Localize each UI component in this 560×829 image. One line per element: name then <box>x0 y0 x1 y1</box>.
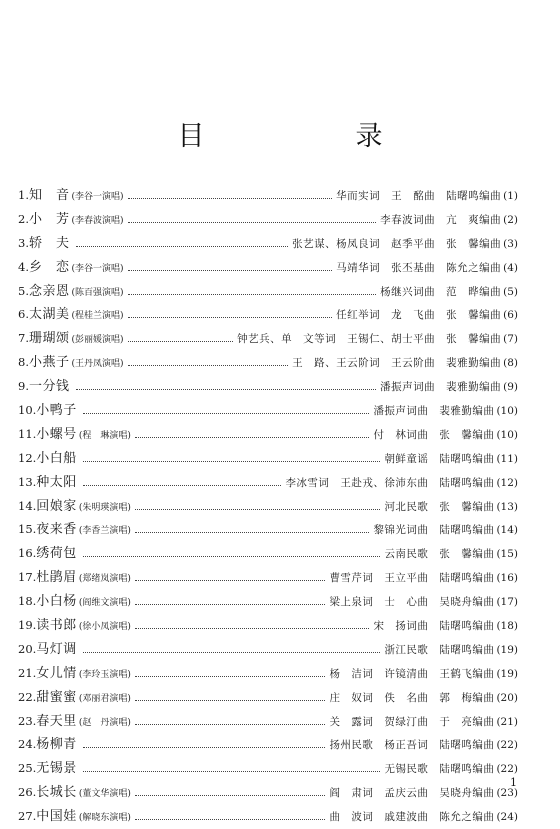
toc-entry[interactable] <box>18 303 518 327</box>
entry-number: 14. <box>18 498 37 513</box>
entry-singer: (李香兰演唱) <box>78 526 131 537</box>
entry-page: (20) <box>496 691 518 704</box>
dot-leader <box>135 532 370 533</box>
dot-leader <box>135 819 326 820</box>
entry-title: 回娘家 <box>36 498 77 514</box>
entry-title: 读书郎 <box>36 618 77 634</box>
entry-number: 5. <box>18 283 29 298</box>
entry-singer: (彭丽媛演唱) <box>71 335 124 346</box>
entry-number: 10. <box>18 403 37 418</box>
entry-credits: 王 路、王云阶词 王云阶曲 裴雅勤编曲 <box>292 357 502 370</box>
entry-singer: (李玲玉演唱) <box>78 669 131 680</box>
toc-entry[interactable] <box>18 710 518 734</box>
entry-title: 念亲恩 <box>28 283 70 299</box>
entry-page: (11) <box>496 452 518 465</box>
entry-page: (9) <box>503 381 518 394</box>
entry-credits: 梁上泉词 士 心曲 吴晓舟编曲 <box>329 596 495 609</box>
entry-credits: 朝鲜童谣 陆曙鸣编曲 <box>384 452 495 465</box>
entry-singer: (李谷一演唱) <box>71 192 124 202</box>
entry-number: 25. <box>18 761 37 776</box>
entry-title: 小白杨 <box>36 594 77 610</box>
entry-title: 小白船 <box>36 450 77 466</box>
dot-leader <box>135 795 326 796</box>
entry-number: 18. <box>18 594 37 609</box>
entry-credits: 浙江民歌 陆曙鸣编曲 <box>384 643 495 656</box>
entry-title: 中国娃 <box>36 809 77 825</box>
dot-leader <box>135 437 370 438</box>
entry-singer: (赵 丹演唱) <box>78 717 131 728</box>
dot-leader <box>135 700 326 701</box>
entry-credits: 杨 洁词 许镜清曲 王鹤飞编曲 <box>329 667 495 680</box>
toc-entry[interactable] <box>18 208 518 232</box>
entry-number: 9. <box>18 379 29 394</box>
toc-entry[interactable] <box>18 399 518 423</box>
entry-credits: 曹雪芹词 王立平曲 陆曙鸣编曲 <box>329 572 495 585</box>
entry-singer: (董文华演唱) <box>78 789 131 800</box>
entry-page: (14) <box>496 524 518 537</box>
dot-leader <box>128 270 333 271</box>
entry-credits: 云南民歌 张 馨编曲 <box>384 548 495 561</box>
entry-number: 13. <box>18 474 37 489</box>
entry-page: (19) <box>496 667 518 680</box>
entry-title: 马灯调 <box>36 641 77 657</box>
entry-title: 乡 恋 <box>28 259 70 275</box>
entry-number: 16. <box>18 546 37 561</box>
dot-leader <box>76 246 289 247</box>
entry-page: (1) <box>503 190 518 202</box>
entry-number: 1. <box>18 188 29 202</box>
entry-number: 3. <box>18 235 29 250</box>
entry-title: 珊瑚颂 <box>28 331 70 347</box>
entry-title: 知 音 <box>28 188 70 203</box>
entry-page: (6) <box>503 309 518 322</box>
entry-page: (13) <box>496 500 518 513</box>
entry-credits: 阎 肃词 孟庆云曲 吴晓舟编曲 <box>329 787 495 800</box>
entry-credits: 任红举词 龙 飞曲 张 馨编曲 <box>336 309 502 322</box>
entry-title: 杨柳青 <box>36 737 77 753</box>
entry-singer: (陈百强演唱) <box>71 287 124 298</box>
entry-page: (24) <box>496 811 518 824</box>
entry-number: 21. <box>18 665 37 680</box>
toc-entry[interactable] <box>18 566 518 590</box>
toc-entry[interactable] <box>18 757 518 781</box>
entry-title: 太湖美 <box>28 307 70 323</box>
entry-credits: 河北民歌 张 馨编曲 <box>384 500 495 513</box>
entry-number: 15. <box>18 522 37 537</box>
entry-number: 11. <box>18 426 37 441</box>
dot-leader <box>135 724 326 725</box>
entry-number: 19. <box>18 618 37 633</box>
entry-credits: 华而实词 王 酩曲 陆曙鸣编曲 <box>336 190 502 202</box>
entry-page: (12) <box>496 476 518 489</box>
dot-leader <box>83 413 370 414</box>
toc-entry[interactable] <box>18 351 518 375</box>
entry-credits: 无锡民歌 陆曙鸣编曲 <box>384 763 495 776</box>
toc-entry[interactable] <box>18 256 518 280</box>
toc-entry[interactable] <box>18 590 518 614</box>
entry-title: 春天里 <box>36 713 77 729</box>
toc-entry[interactable] <box>18 423 518 447</box>
dot-leader <box>83 771 381 772</box>
entry-page: (21) <box>496 715 518 728</box>
entry-title: 长城长 <box>36 785 77 801</box>
entry-title: 种太阳 <box>36 474 77 490</box>
entry-page: (22) <box>496 763 518 776</box>
entry-page: (23) <box>496 787 518 800</box>
page-number: 1 <box>510 776 517 789</box>
toc-entry[interactable] <box>18 614 518 638</box>
toc-entry[interactable] <box>18 471 518 495</box>
toc-entry[interactable] <box>18 805 518 829</box>
entry-title: 无锡景 <box>36 761 77 777</box>
dot-leader <box>135 676 326 677</box>
entry-singer: (郑绪岚演唱) <box>78 574 131 585</box>
entry-page: (2) <box>503 213 518 226</box>
toc-entry[interactable] <box>18 280 518 304</box>
entry-number: 27. <box>18 809 37 824</box>
entry-page: (19) <box>496 643 518 656</box>
toc-entry[interactable] <box>18 375 518 399</box>
toc-entry[interactable] <box>18 781 518 805</box>
table-of-contents <box>18 184 518 829</box>
dot-leader <box>128 198 333 199</box>
entry-page: (17) <box>496 596 518 609</box>
toc-entry[interactable] <box>18 733 518 757</box>
entry-number: 2. <box>18 211 29 226</box>
entry-credits: 杨继兴词曲 范 晔编曲 <box>380 285 502 298</box>
entry-title: 轿 夫 <box>28 235 70 251</box>
dot-leader <box>128 341 234 342</box>
toc-entry[interactable] <box>18 327 518 351</box>
entry-singer: (程 琳演唱) <box>78 430 131 441</box>
dot-leader <box>83 747 326 748</box>
entry-credits: 扬州民歌 杨正吾词 陆曙鸣编曲 <box>329 739 495 752</box>
dot-leader <box>83 652 381 653</box>
entry-number: 7. <box>18 331 29 346</box>
entry-credits: 李冰雪词 王赴戎、徐沛东曲 陆曙鸣编曲 <box>285 476 495 489</box>
dot-leader <box>135 604 326 605</box>
entry-page: (5) <box>503 285 518 298</box>
toc-entry[interactable] <box>18 232 518 256</box>
toc-entry[interactable] <box>18 542 518 566</box>
entry-number: 12. <box>18 450 37 465</box>
entry-page: (10) <box>496 405 518 418</box>
entry-number: 20. <box>18 641 37 656</box>
entry-credits: 黎锦光词曲 陆曙鸣编曲 <box>373 524 495 537</box>
entry-credits: 李春波词曲 亢 爽编曲 <box>380 213 502 226</box>
dot-leader <box>128 222 377 223</box>
entry-page: (7) <box>503 333 518 346</box>
entry-number: 23. <box>18 713 37 728</box>
entry-title: 杜鹃眉 <box>36 570 77 586</box>
dot-leader <box>83 556 381 557</box>
entry-credits: 庄 奴词 佚 名曲 郭 梅编曲 <box>329 691 495 704</box>
dot-leader <box>135 509 381 510</box>
entry-page: (22) <box>496 739 518 752</box>
entry-number: 8. <box>18 355 29 370</box>
toc-entry[interactable] <box>18 662 518 686</box>
entry-page: (8) <box>503 357 518 370</box>
dot-leader <box>76 389 377 390</box>
entry-credits: 潘振声词曲 裴雅勤编曲 <box>380 381 502 394</box>
entry-credits: 曲 波词 戚建波曲 陈允之编曲 <box>329 811 495 824</box>
entry-credits: 潘振声词曲 裴雅勤编曲 <box>373 405 495 418</box>
entry-credits: 马靖华词 张丕基曲 陈允之编曲 <box>336 261 502 274</box>
entry-singer: (徐小凤演唱) <box>78 622 131 633</box>
entry-title: 夜来香 <box>36 522 77 538</box>
toc-entry[interactable] <box>18 495 518 519</box>
entry-singer: (解晓东演唱) <box>78 813 131 824</box>
entry-number: 4. <box>18 259 29 274</box>
entry-page: (10) <box>496 428 518 441</box>
entry-number: 6. <box>18 307 29 322</box>
entry-singer: (程桂兰演唱) <box>71 311 124 322</box>
entry-title: 小螺号 <box>36 426 77 442</box>
toc-entry[interactable] <box>18 686 518 710</box>
entry-page: (18) <box>496 620 518 633</box>
entry-credits: 宋 扬词曲 陆曙鸣编曲 <box>373 620 495 633</box>
toc-entry[interactable] <box>18 518 518 542</box>
dot-leader <box>128 317 333 318</box>
dot-leader <box>83 485 282 486</box>
entry-title: 女儿情 <box>36 665 77 681</box>
entry-singer: (阎维文演唱) <box>78 598 131 609</box>
entry-singer: (李春波演唱) <box>71 215 124 226</box>
entry-title: 绣荷包 <box>36 546 77 562</box>
entry-number: 26. <box>18 785 37 800</box>
entry-title: 甜蜜蜜 <box>36 689 77 705</box>
entry-number: 17. <box>18 570 37 585</box>
entry-number: 24. <box>18 737 37 752</box>
entry-title: 小燕子 <box>28 355 70 371</box>
entry-number: 22. <box>18 689 37 704</box>
dot-leader <box>83 461 381 462</box>
entry-singer: (王丹凤演唱) <box>71 359 124 370</box>
page-title: 目 录 <box>177 121 445 152</box>
entry-page: (3) <box>503 237 518 250</box>
entry-title: 小鸭子 <box>36 403 77 419</box>
entry-singer: (邓丽君演唱) <box>78 693 131 704</box>
entry-page: (16) <box>496 572 518 585</box>
entry-singer: (朱明瑛演唱) <box>78 502 131 513</box>
entry-credits: 关 露词 贺绿汀曲 于 亮编曲 <box>329 715 495 728</box>
toc-entry[interactable] <box>18 184 518 208</box>
entry-credits: 张艺谋、杨凤良词 赵季平曲 张 馨编曲 <box>292 237 502 250</box>
dot-leader <box>135 580 326 581</box>
dot-leader <box>128 365 289 366</box>
toc-entry[interactable] <box>18 447 518 471</box>
toc-entry[interactable] <box>18 638 518 662</box>
dot-leader <box>128 294 377 295</box>
entry-page: (4) <box>503 261 518 274</box>
entry-title: 小 芳 <box>28 211 70 227</box>
entry-credits: 付 林词曲 张 馨编曲 <box>373 428 495 441</box>
dot-leader <box>135 628 370 629</box>
entry-title: 一分钱 <box>28 379 70 395</box>
entry-singer: (李谷一演唱) <box>71 263 124 274</box>
entry-page: (15) <box>496 548 518 561</box>
entry-credits: 钟艺兵、单 文等词 王锡仁、胡士平曲 张 馨编曲 <box>237 333 502 346</box>
